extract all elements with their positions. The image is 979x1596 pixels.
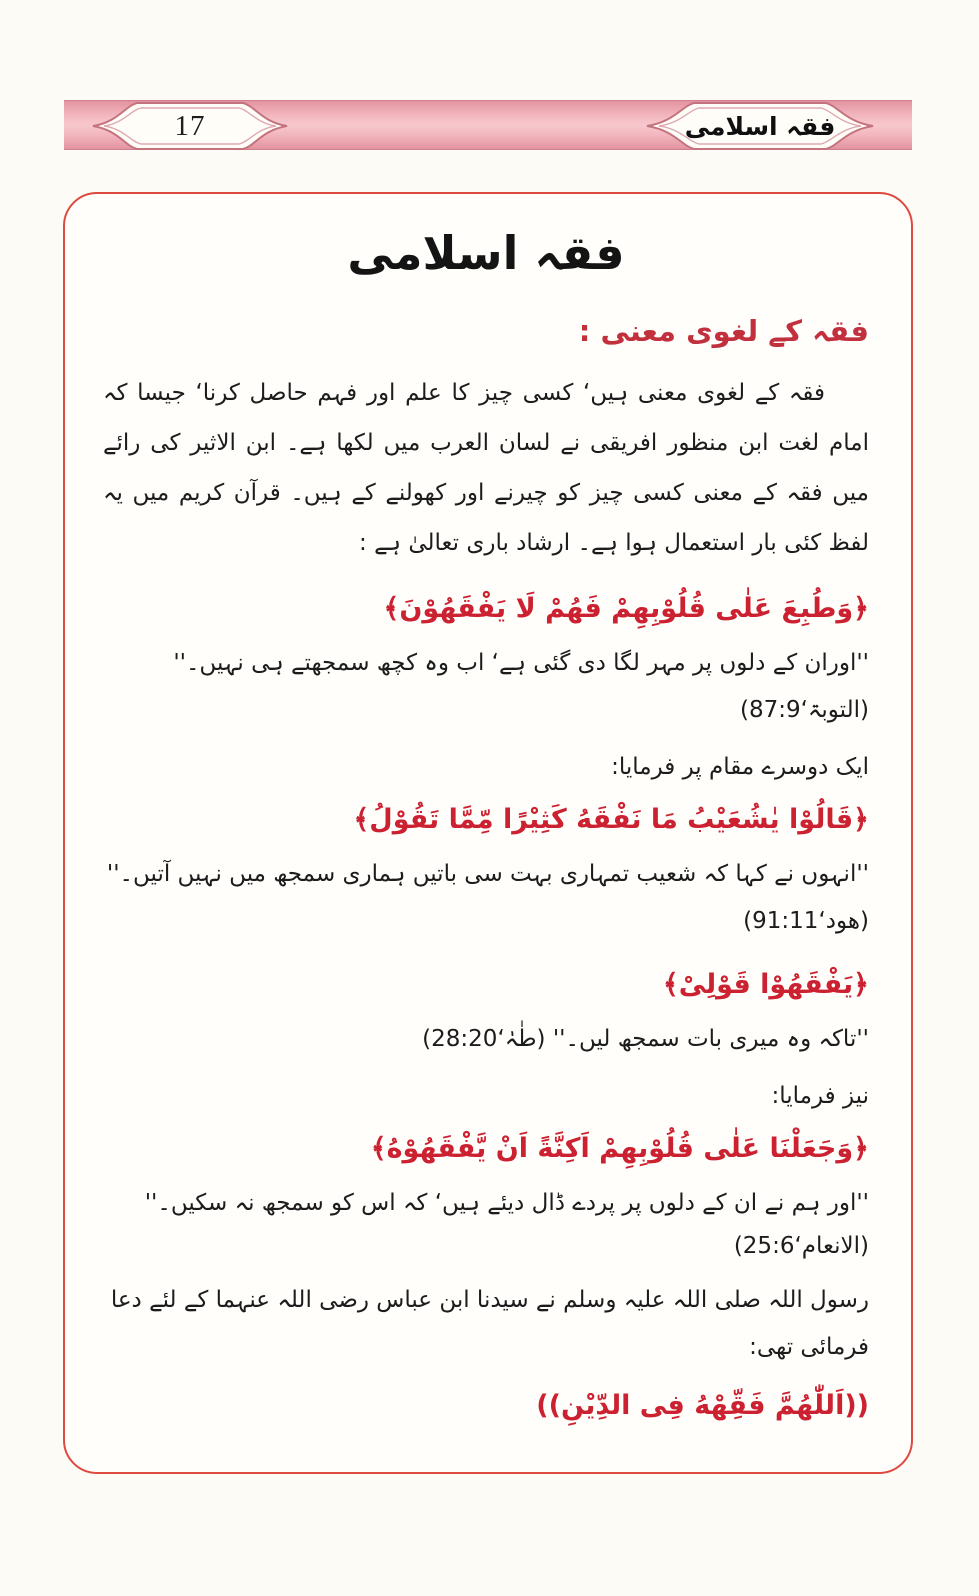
header-title-ornament xyxy=(644,95,876,157)
connector-line-2: نیز فرمایا: xyxy=(771,1083,869,1110)
page-number: 17 xyxy=(174,109,206,142)
header-band xyxy=(64,100,912,150)
content-frame xyxy=(63,192,913,1474)
intro-paragraph: فقہ کے لغوی معنی ہیں‘ کسی چیز کا علم اور فہم حاصل کرنا‘ جیسا کہ امام لغت ابن منظور افریقی نے لسان العرب میں لکھا ہے۔ ابن الاثیر کی رائے میں فقہ کے معنی کسی چیز کو چیرنے اور کھولنے کے ہیں۔ قرآن کریم میں یہ لفظ کئی بار استعمال ہوا ہے۔ ارشاد باری تعالیٰ ہے : xyxy=(103,380,869,557)
verse-4-reference: (الانعام‘25:6) xyxy=(733,1233,869,1260)
quran-verse-1: ﴿وَطُبِعَ عَلٰی قُلُوْبِهِمْ فَهُمْ لَا يَفْقَهُوْنَ﴾ xyxy=(383,592,869,624)
running-head-title: فقہ اسلامی xyxy=(684,111,836,141)
page-number-ornament xyxy=(90,95,290,157)
verse-3-translation: ''تاکہ وہ میری بات سمجھ لیں۔'' (طٰہٰ‘28:20) xyxy=(422,1026,869,1053)
page-title: فقہ اسلامی xyxy=(347,226,625,280)
hadith-intro: رسول اللہ صلی اللہ علیہ وسلم نے سیدنا ابن عباس رضی اللہ عنہما کے لئے دعا فرمائی تھی: xyxy=(110,1287,869,1361)
verse-1-translation: ''اوران کے دلوں پر مہر لگا دی گئی ہے‘ اب وہ کچھ سمجھتے ہی نہیں۔'' (التوبۃ‘87:9) xyxy=(173,649,869,723)
quran-verse-4: ﴿وَجَعَلْنَا عَلٰی قُلُوْبِهِمْ اَكِنَّةً اَنْ يَّفْقَهُوْهُ﴾ xyxy=(370,1133,869,1165)
verse-2-translation: ''انہوں نے کہا کہ شعیب تمہاری بہت سی باتیں ہماری سمجھ میں نہیں آتیں۔'' (ھود‘91:11) xyxy=(106,860,869,934)
dua-arabic: ((اَللّٰهُمَّ فَقِّهْهُ فِی الدِّيْنِ)) xyxy=(536,1389,869,1421)
quran-verse-2: ﴿قَالُوْا يٰشُعَيْبُ مَا نَفْقَهُ كَثِيْرًا مِّمَّا تَقُوْلُ﴾ xyxy=(353,803,869,835)
section-heading: فقہ کے لغوی معنی : xyxy=(578,314,869,348)
quran-verse-3: ﴿يَفْقَهُوْا قَوْلِیْ﴾ xyxy=(662,969,869,1001)
connector-line-1: ایک دوسرے مقام پر فرمایا: xyxy=(611,753,869,780)
verse-4-translation: ''اور ہم نے ان کے دلوں پر پردے ڈال دیئے ہیں‘ کہ اس کو سمجھ نہ سکیں۔'' xyxy=(144,1190,869,1217)
